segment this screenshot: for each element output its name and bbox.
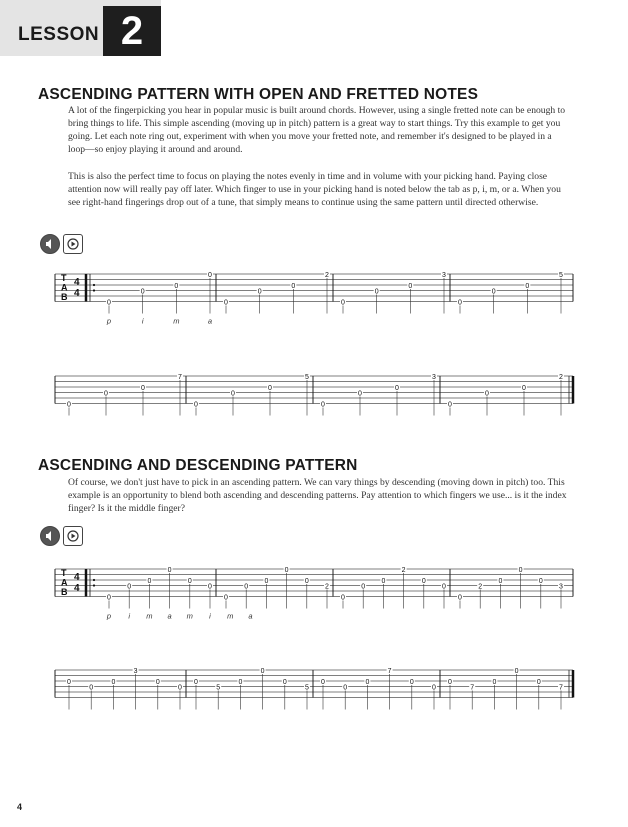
fret-number: 7 <box>470 684 475 692</box>
fret-number: 0 <box>343 684 348 692</box>
fret-number: 0 <box>89 684 94 692</box>
fret-number: 0 <box>67 401 71 409</box>
fret-number: 0 <box>498 578 503 585</box>
fret-number: 0 <box>244 583 249 591</box>
fret-number: 0 <box>381 578 386 585</box>
fret-number: 0 <box>341 299 345 307</box>
fret-number: 3 <box>432 374 436 381</box>
lesson-label: LESSON <box>18 24 100 45</box>
fret-number: 0 <box>268 385 272 392</box>
tab-clef-letter: T <box>61 568 67 578</box>
fret-number: 0 <box>107 299 111 307</box>
fret-number: 5 <box>559 272 563 279</box>
fret-number: 0 <box>304 578 309 585</box>
audio-controls-1 <box>40 234 83 254</box>
fret-number: 0 <box>257 288 262 296</box>
fret-number: 7 <box>387 668 392 675</box>
fret-number: 0 <box>395 385 399 392</box>
fret-number: 0 <box>408 283 413 290</box>
fret-number: 5 <box>305 374 309 381</box>
fret-number: 0 <box>194 401 198 409</box>
fret-number: 0 <box>224 594 228 602</box>
fret-number: 0 <box>536 679 541 686</box>
speaker-icon[interactable] <box>40 526 60 546</box>
fret-number: 3 <box>442 272 446 279</box>
section-title-ascending-descending: ASCENDING AND DESCENDING PATTERN <box>38 457 358 474</box>
fret-number: 0 <box>187 578 192 585</box>
tab-staff-system-1 <box>55 268 575 338</box>
picking-finger-label: p <box>106 611 112 621</box>
fret-number: 0 <box>194 679 198 686</box>
fret-number: 0 <box>264 578 269 585</box>
fret-number: 0 <box>178 684 182 692</box>
fret-number: 0 <box>127 583 132 591</box>
fret-number: 0 <box>361 583 366 591</box>
fret-number: 0 <box>442 583 446 591</box>
fret-number: 0 <box>174 283 179 290</box>
fret-number: 2 <box>559 374 563 381</box>
lesson-number: 2 <box>103 6 161 56</box>
fret-number: 0 <box>365 679 370 686</box>
time-signature-digit: 4 <box>74 288 80 299</box>
fret-number: 0 <box>525 283 530 290</box>
tab-clef-letter: A <box>61 577 68 588</box>
play-icon[interactable] <box>63 526 83 546</box>
fret-number: 0 <box>140 288 145 296</box>
fret-number: 0 <box>485 390 489 398</box>
fret-number: 0 <box>291 283 296 290</box>
fret-number: 0 <box>238 679 243 686</box>
fret-number: 0 <box>321 679 325 686</box>
fret-number: 0 <box>491 288 496 296</box>
fret-number: 0 <box>492 679 497 686</box>
fret-number: 2 <box>325 583 329 591</box>
fret-number: 0 <box>432 684 436 692</box>
section2-paragraph-1: Of course, we don't just have to pick in an ascending pattern. We can vary things by descending (moving down in pitch) too. This example is an opportunity to blend both ascending and descending patterns. Pay attention to which fingers we use... is it the index finger? Is it the middle finger? <box>68 477 567 514</box>
fret-number: 0 <box>358 390 362 398</box>
fret-number: 0 <box>224 299 228 307</box>
fret-number: 0 <box>522 385 526 392</box>
fret-number: 3 <box>559 583 563 591</box>
picking-finger-label: a <box>167 611 172 621</box>
repeat-dot <box>93 579 95 581</box>
fret-number: 0 <box>208 272 212 279</box>
picking-finger-label: i <box>141 316 144 326</box>
picking-finger-label: m <box>186 611 193 621</box>
lesson-header <box>0 0 161 56</box>
fret-number: 7 <box>178 374 182 381</box>
section-title-ascending: ASCENDING PATTERN WITH OPEN AND FRETTED NOTES <box>38 86 479 103</box>
tab-clef-letter: A <box>61 282 68 293</box>
audio-controls-2 <box>40 526 83 546</box>
fret-number: 0 <box>518 567 523 574</box>
fret-number: 0 <box>231 390 235 398</box>
time-signature-digit: 4 <box>74 572 80 583</box>
fret-number: 0 <box>458 594 462 602</box>
fret-number: 0 <box>448 401 452 409</box>
picking-finger-label: m <box>227 611 234 621</box>
section1-paragraph-2: This is also the perfect time to focus on playing the notes evenly in time and in volume with your picking hand. Paying close attention now will really pay off later. Which finger to use in your picking hand is noted below the tab as p, i, m, or a. When you see right-hand fingerings drop out of a tune, that simply means to continue using the same pattern until directed otherwise. <box>68 171 561 208</box>
fret-number: 0 <box>421 578 426 585</box>
picking-finger-label: m <box>146 611 153 621</box>
tab-staff-system-2 <box>55 370 575 420</box>
fret-number: 2 <box>478 583 483 591</box>
fret-number: 0 <box>514 668 519 675</box>
tab-clef-letter: B <box>61 292 68 302</box>
fret-number: 0 <box>409 679 414 686</box>
time-signature-digit: 4 <box>74 277 80 288</box>
picking-finger-label: i <box>128 611 131 621</box>
fret-number: 2 <box>325 272 329 279</box>
picking-finger-label: a <box>248 611 253 621</box>
fret-number: 0 <box>167 567 172 574</box>
fret-number: 2 <box>401 567 406 574</box>
fret-number: 0 <box>155 679 160 686</box>
fret-number: 0 <box>104 390 108 398</box>
fret-number: 0 <box>147 578 152 585</box>
picking-finger-label: a <box>207 316 213 326</box>
fret-number: 7 <box>559 684 563 692</box>
page-number: 4 <box>17 802 23 812</box>
fret-number: 0 <box>260 668 265 675</box>
repeat-dot <box>93 284 95 286</box>
fret-number: 0 <box>458 299 462 307</box>
speaker-icon[interactable] <box>40 234 60 254</box>
picking-finger-label: m <box>173 316 180 326</box>
fret-number: 0 <box>374 288 379 296</box>
section1-paragraph-1: A lot of the fingerpicking you hear in popular music is built around chords. However, using a single fretted note can be enough to bring things to life. This simple ascending (moving up in pitch) pattern is a great way to start things. Try this example to get you going. Let each note ring out, experiment with when you move your fretted note, and remember it's designed to be played in a loop—so enjoy playing it around and around. <box>68 105 566 155</box>
fret-number: 0 <box>448 679 452 686</box>
fret-number: 0 <box>341 594 345 602</box>
fret-number: 0 <box>208 583 212 591</box>
fret-number: 3 <box>133 668 138 675</box>
tab-clef-letter: B <box>61 587 68 597</box>
repeat-dot <box>93 584 95 586</box>
fret-number: 0 <box>141 385 145 392</box>
time-signature-digit: 4 <box>74 583 80 594</box>
fret-number: 5 <box>305 684 309 692</box>
picking-finger-label: p <box>106 316 112 326</box>
fret-number: 5 <box>216 684 221 692</box>
fret-number: 0 <box>321 401 325 409</box>
tab-clef-letter: T <box>61 273 67 283</box>
fret-number: 0 <box>67 679 71 686</box>
repeat-dot <box>93 289 95 291</box>
fret-number: 0 <box>284 567 289 574</box>
tab-staff-system-4 <box>55 664 575 714</box>
fret-number: 0 <box>538 578 543 585</box>
fret-number: 0 <box>107 594 111 602</box>
play-icon[interactable] <box>63 234 83 254</box>
fret-number: 0 <box>282 679 287 686</box>
tab-staff-system-3 <box>55 563 575 633</box>
picking-finger-label: i <box>209 611 211 621</box>
fret-number: 0 <box>111 679 116 686</box>
